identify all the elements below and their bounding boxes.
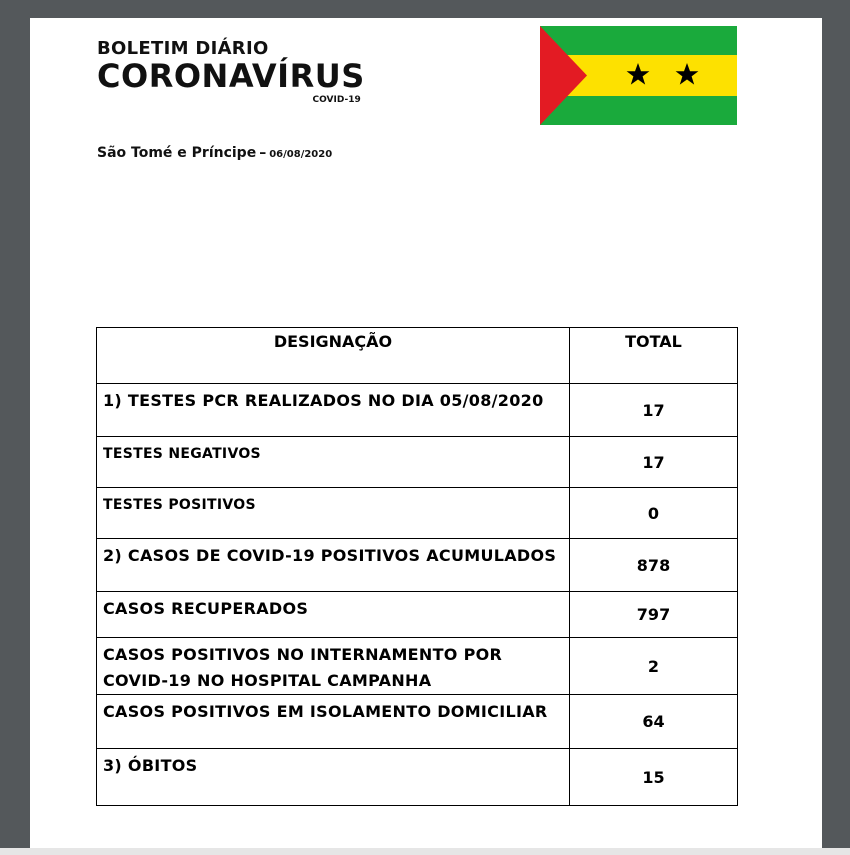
document-page <box>30 18 822 848</box>
row-value: 64 <box>570 695 738 749</box>
row-label: CASOS POSITIVOS NO INTERNAMENTO POR COVID-19 NO HOSPITAL CAMPANHA <box>97 638 570 695</box>
row-value: 17 <box>570 437 738 488</box>
row-label: TESTES NEGATIVOS <box>97 437 570 488</box>
row-value: 17 <box>570 384 738 437</box>
table-row <box>97 695 738 749</box>
table-row <box>97 539 738 592</box>
location-name: São Tomé e Príncipe <box>97 145 257 161</box>
row-value: 878 <box>570 539 738 592</box>
row-label: TESTES POSITIVOS <box>97 488 570 539</box>
separator-dash: – <box>259 145 267 161</box>
table-row <box>97 488 738 539</box>
covid-stats-table <box>96 327 738 806</box>
row-label: CASOS RECUPERADOS <box>97 592 570 638</box>
flag-green-bottom <box>540 96 737 125</box>
row-label: 1) TESTES PCR REALIZADOS NO DIA 05/08/2020 <box>97 384 570 437</box>
bulletin-subject: CORONAVÍRUS <box>97 57 365 95</box>
header-designation: DESIGNAÇÃO <box>97 328 570 384</box>
bulletin-title: BOLETIM DIÁRIO <box>97 38 269 59</box>
location-date-line <box>97 142 332 161</box>
row-value: 2 <box>570 638 738 695</box>
sao-tome-flag-icon <box>540 26 737 125</box>
row-label: 2) CASOS DE COVID-19 POSITIVOS ACUMULADOS <box>97 539 570 592</box>
row-label: 3) ÓBITOS <box>97 749 570 806</box>
table-header-row <box>97 328 738 384</box>
bulletin-title-block <box>97 39 365 106</box>
table-row <box>97 749 738 806</box>
table-row <box>97 638 738 695</box>
table-row <box>97 437 738 488</box>
row-value: 797 <box>570 592 738 638</box>
row-label: CASOS POSITIVOS EM ISOLAMENTO DOMICILIAR <box>97 695 570 749</box>
table-row <box>97 592 738 638</box>
next-page-edge <box>0 848 850 855</box>
bulletin-date: 06/08/2020 <box>269 149 333 160</box>
header-total: TOTAL <box>570 328 738 384</box>
bulletin-tag: COVID-19 <box>312 95 361 105</box>
row-value: 15 <box>570 749 738 806</box>
flag-green-top <box>540 26 737 55</box>
row-value: 0 <box>570 488 738 539</box>
table-row <box>97 384 738 437</box>
